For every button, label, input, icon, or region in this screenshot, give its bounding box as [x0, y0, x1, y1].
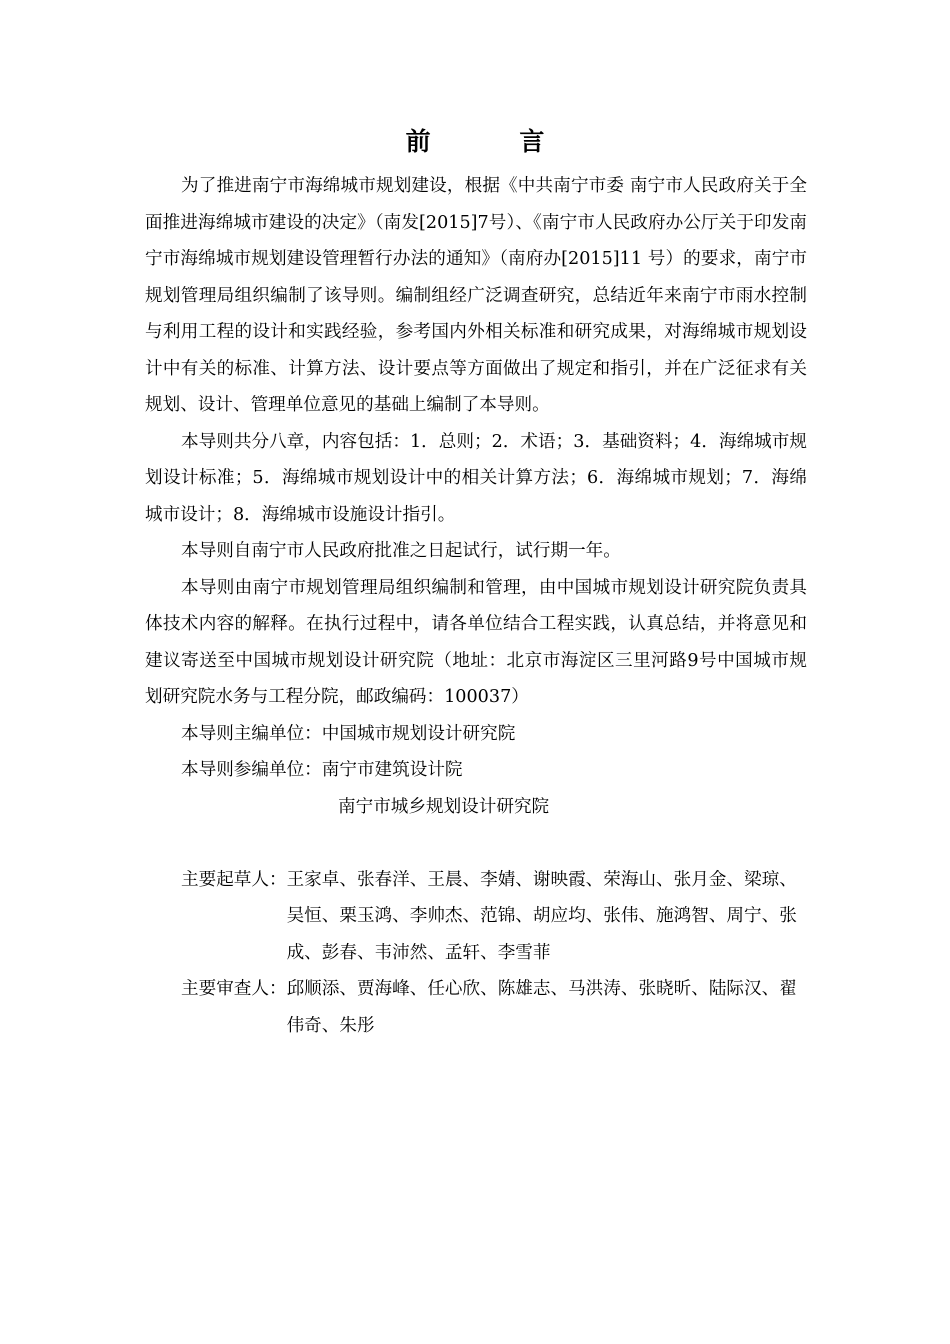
document-body	[145, 168, 807, 1044]
reviewers-label: 主要审查人：	[181, 979, 287, 999]
intro-paragraph: 为了推进南宁市海绵城市规划建设，根据《中共南宁市委 南宁市人民政府关于全面推进海绵城市建设的决定》（南发[2015]7号）、《南宁市人民政府办公厅关于印发南宁市海绵城市规划建设管理暂行办法的通知》（南府办[2015]11 号）的要求，南宁市规划管理局组织编制了该导则。编制组经广泛调查研究，总结近年来南宁市雨水控制与利用工程的设计和实践经验，参考国内外相关标准和研究成果，对海绵城市规划设计中有关的标准、计算方法、设计要点等方面做出了规定和指引，并在广泛征求有关规划、设计、管理单位意见的基础上编制了本导则。	[145, 176, 807, 415]
chapters-paragraph: 本导则共分八章，内容包括：1．总则；2．术语；3．基础资料；4．海绵城市规划设计标准；5．海绵城市规划设计中的相关计算方法；6．海绵城市规划；7．海绵城市设计；8．海绵城市设施设计指引。	[145, 431, 807, 525]
reviewers-names: 邱顺添、贾海峰、任心欣、陈雄志、马洪涛、张晓昕、陆际汉、翟伟奇、朱彤	[286, 979, 797, 1036]
co-editor-unit-2: 南宁市城乡规划设计研究院	[338, 796, 550, 817]
page-title: 前 言	[405, 127, 585, 156]
drafters-label: 主要起草人：	[181, 869, 287, 890]
chief-editor-unit: 本导则主编单位：中国城市规划设计研究院	[181, 723, 516, 744]
drafters-block	[145, 862, 807, 972]
co-editor-unit: 本导则参编单位：南宁市建筑设计院	[181, 760, 463, 780]
reviewers-block	[145, 971, 807, 1044]
trial-period-paragraph: 本导则自南宁市人民政府批准之日起试行，试行期一年。	[181, 541, 621, 561]
management-paragraph: 本导则由南宁市规划管理局组织编制和管理，由中国城市规划设计研究院负责具体技术内容的解释。在执行过程中，请各单位结合工程实践，认真总结，并将意见和建议寄送至中国城市规划设计研究院（地址：北京市海淀区三里河路9号中国城市规划研究院水务与工程分院，邮政编码：100037）	[145, 577, 807, 707]
blank-line	[145, 825, 807, 862]
drafters-names: 王家卓、张春洋、王晨、李婧、谢映霞、荣海山、张月金、梁琼、吴恒、栗玉鸿、李帅杰、范锦、胡应均、张伟、施鸿智、周宁、张成、彭春、韦沛然、孟轩、李雪菲	[286, 869, 797, 963]
